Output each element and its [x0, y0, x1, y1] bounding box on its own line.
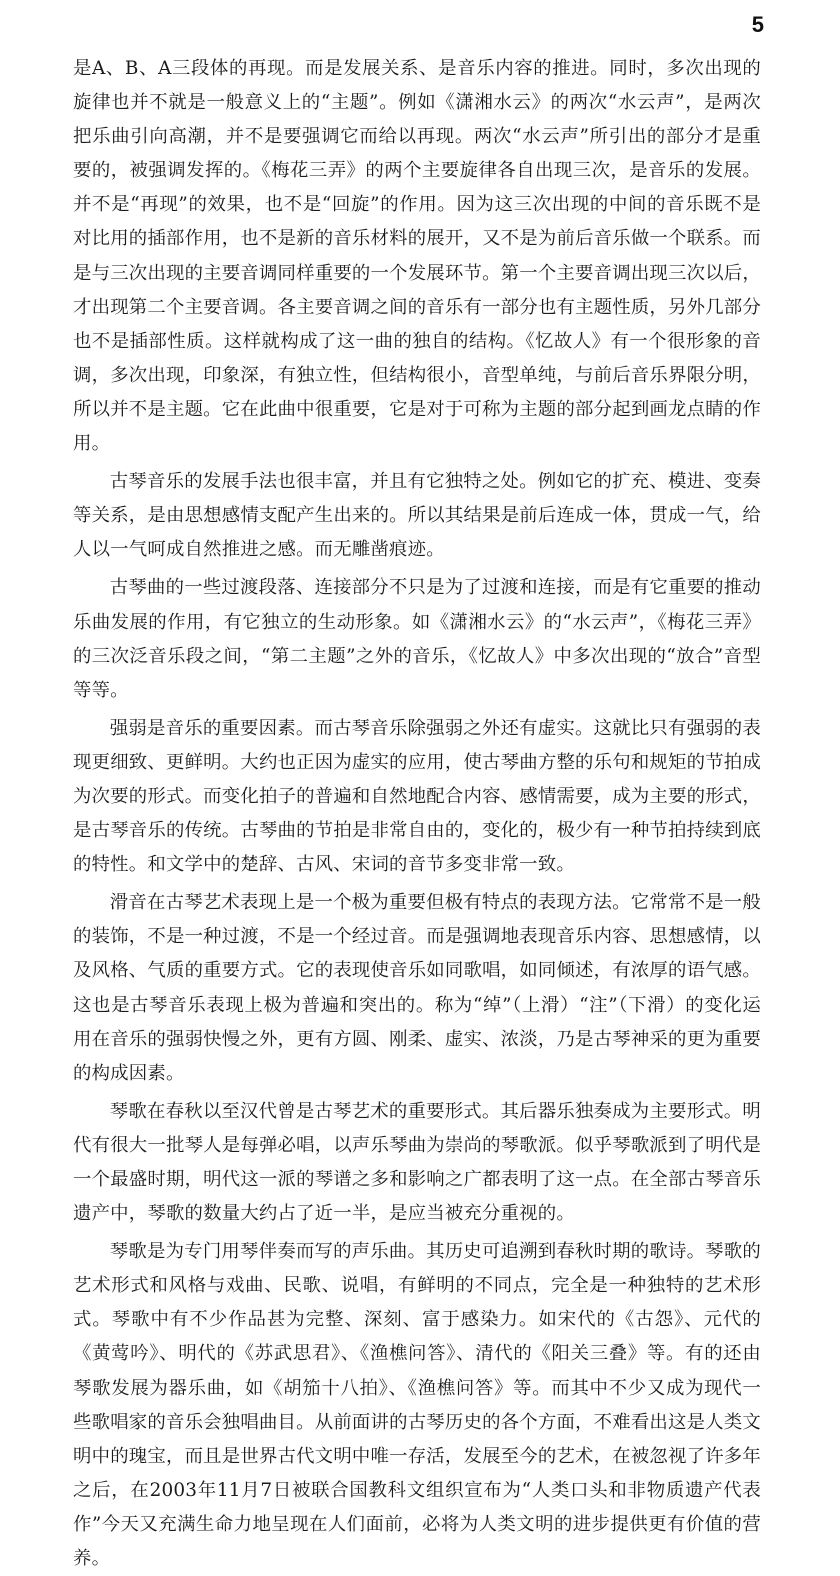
paragraph-continued: 是A、B、A三段体的再现。而是发展关系、是音乐内容的推进。同时，多次出现的旋律也并不就是一般意义上的“主题”。例如《潇湘水云》的两次“水云声”，是两次把乐曲引向高潮，并不是要强调它而给以再现。两次“水云声”所引出的部分才是重要的，被强调发挥的。《梅花三弄》的两个主要旋律各自出现三次，是音乐的发展。并不是“再现”的效果，也不是“回旋”的作用。因为这三次出现的中间的音乐既不是对比用的插部作用，也不是新的音乐材料的展开，又不是为前后音乐做一个联系。而是与三次出现的主要音调同样重要的一个发展环节。第一个主要音调出现三次以后，才出现第二个主要音调。各主要音调之间的音乐有一部分也有主题性质，另外几部分也不是插部性质。这样就构成了这一曲的独自的结构。《忆故人》有一个很形象的音调，多次出现，印象深，有独立性，但结构很小，音型单纯，与前后音乐界限分明，所以并不是主题。它在此曲中很重要，它是对于可称为主题的部分起到画龙点睛的作用。: [73, 58, 761, 455]
paragraph-dynamics: 强弱是音乐的重要因素。而古琴音乐除强弱之外还有虚实。这就比只有强弱的表现更细致、更鲜明。大约也正因为虚实的应用，使古琴曲方整的乐句和规矩的节拍成为次要的形式。而变化拍子的普遍和自然地配合内容、感情需要，成为主要的形式，是古琴音乐的传统。古琴曲的节拍是非常自由的，变化的，极少有一种节拍持续到底的特性。和文学中的楚辞、古风、宋词的音节多变非常一致。: [73, 717, 761, 876]
paragraph-qin-songs-form: 琴歌是为专门用琴伴奏而写的声乐曲。其历史可追溯到春秋时期的歌诗。琴歌的艺术形式和风格与戏曲、民歌、说唱，有鲜明的不同点，完全是一种独特的艺术形式。琴歌中有不少作品甚为完整、深刻、富于感染力。如宋代的《古怨》、元代的《黄莺吟》、明代的《苏武思君》、《渔樵问答》、清代的《阳关三叠》等。有的还由琴歌发展为器乐曲，如《胡笳十八拍》、《渔樵问答》等。而其中不少又成为现代一些歌唱家的音乐会独唱曲目。从前面讲的古琴历史的各个方面，不难看出这是人类文明中的瑰宝，而且是世界古代文明中唯一存活，发展至今的艺术，在被忽视了许多年之后，在2003年11月7日被联合国教科文组织宣布为“人类口头和非物质遗产代表作”今天又充满生命力地呈现在人们面前，必将为人类文明的进步提供更有价值的营养。: [73, 1241, 761, 1570]
paragraph-qin-songs-history: 琴歌在春秋以至汉代曾是古琴艺术的重要形式。其后器乐独奏成为主要形式。明代有很大一批琴人是每弹必唱，以声乐琴曲为崇尚的琴歌派。似乎琴歌派到了明代是一个最盛时期，明代这一派的琴谱之多和影响之广都表明了这一点。在全部古琴音乐遗产中，琴歌的数量大约占了近一半，是应当被充分重视的。: [73, 1100, 761, 1225]
page-number: 5: [751, 12, 764, 37]
body-text: [73, 52, 761, 1576]
paragraph-transitions: 古琴曲的一些过渡段落、连接部分不只是为了过渡和连接，而是有它重要的推动乐曲发展的作用，有它独立的生动形象。如《潇湘水云》的“水云声”，《梅花三弄》的三次泛音乐段之间，“第二主题”之外的音乐，《忆故人》中多次出现的“放合”音型等等。: [73, 577, 761, 701]
paragraph-glissando: 滑音在古琴艺术表现上是一个极为重要但极有特点的表现方法。它常常不是一般的装饰，不是一种过渡，不是一个经过音。而是强调地表现音乐内容、思想感情，以及风格、气质的重要方式。它的表现使音乐如同歌唱，如同倾述，有浓厚的语气感。这也是古琴音乐表现上极为普遍和突出的。称为“绰”（上滑）“注”（下滑）的变化运用在音乐的强弱快慢之外，更有方圆、刚柔、虚实、浓淡，乃是古琴神采的更为重要的构成因素。: [73, 892, 761, 1084]
paragraph-development-techniques: 古琴音乐的发展手法也很丰富，并且有它独特之处。例如它的扩充、模进、变奏等关系，是由思想感情支配产生出来的。所以其结果是前后连成一体，贯成一气，给人以一气呵成自然推进之感。而无雕凿痕迹。: [73, 471, 761, 561]
